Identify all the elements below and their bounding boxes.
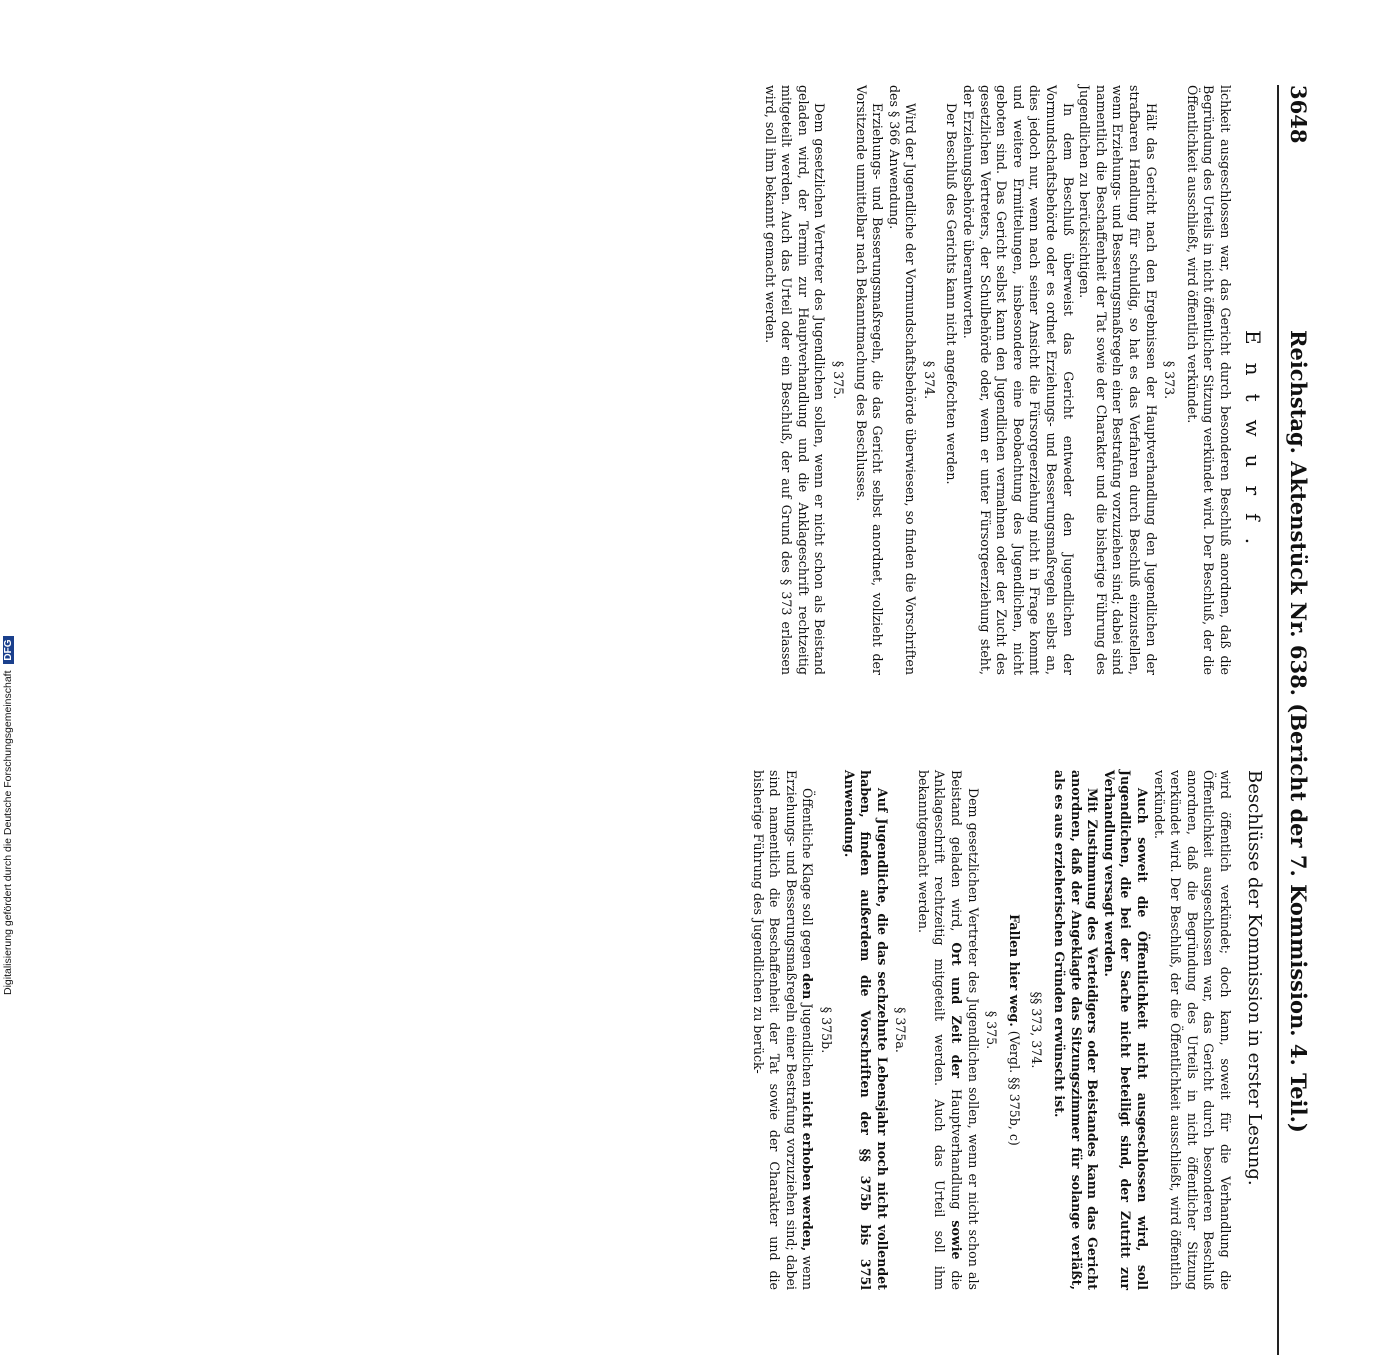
- section-375b-paragraph: [749, 770, 815, 1290]
- s375-text-a: Dem gesetzlichen Vertreter des Jugendlichen sollen, wenn er nicht schon als Beistand geladen wird,: [949, 770, 981, 1290]
- section-374-label: § 374.: [921, 360, 937, 400]
- section-375b-label: § 375b.: [818, 1006, 834, 1054]
- section-374-paragraph-2: Erziehungs- und Besserungsmaßregeln, die das Gericht selbst anordnet, vollzieht der Vorsitzende unmittelbar nach Bekanntmachung des Beschlusses.: [853, 85, 886, 675]
- page-number: 3648: [1286, 85, 1311, 144]
- right-bold-paragraph-2: Mit Zustimmung des Verteidigers oder Beistandes kann das Gericht anordnen, daß der Angeklagte das Sitzungszimmer für solange verläßt, als es aus erzieherischen Gründen erwünscht ist.: [1052, 770, 1101, 1290]
- section-373-paragraph-2: In dem Beschluß überweist das Gericht entweder den Jugendlichen der Vormundschaftsbehörde oder es ordnet Erziehungs- und Besserungsmaßregeln selbst an, dies jedoch nur, wenn nach seiner Ansicht die Fürsorgeerziehung nicht in Frage kommt und weitere Ermittelungen, insbesondere eine Beobachtung des Jugendlichen, nicht geboten sind. Das Gericht selbst kann den Jugendlichen vermahnen oder der Zucht des gesetzlichen Vertreters, der Schulbehörde oder, wenn er unter Fürsorgeerziehung steht, der Erziehungsbehörde überantworten.: [961, 85, 1076, 675]
- s375b-text-a: Öffentliche Klage soll gegen: [800, 788, 816, 970]
- left-intro: lichkeit ausgeschlossen war, das Gericht durch besonderen Beschluß anordnen, daß die Begründung des Urteils in nicht öffentlicher Sitzung verkündet wird. Der Beschluß, der die Öffentlichkeit ausschließt, wird öffentlich verkündet.: [1184, 85, 1233, 675]
- s375b-text-c: wenn Erziehungs- und Besserungsmaßregeln einer Bestrafung vorzuziehen sind; dabei sind namentlich die Beschaffenheit der Tat sowie der Charakter und die bisherige Führung des Jugendlichen zu berück-: [750, 770, 816, 1290]
- section-373-paragraph-1: Hält das Gericht nach den Ergebnissen der Hauptverhandlung den Jugendlichen der strafbaren Handlung für schuldig, so hat es das Verfahren durch Beschluß einzustellen, wenn Erziehungs- und Besserungsmaßregeln einer Bestrafung vorzuziehen sind; dabei sind namentlich die Beschaffenheit der Tat sowie der Charakter und die bisherige Führung des Jugendlichen zu berücksichtigen.: [1077, 85, 1159, 675]
- right-column: [749, 770, 1233, 1290]
- section-375a-label: § 375a.: [893, 1007, 909, 1053]
- left-column-heading: Entwurf.: [1241, 330, 1265, 563]
- s375b-bold-a: den: [800, 973, 816, 1000]
- header-rule: [1277, 85, 1279, 1355]
- section-373-paragraph-3: Der Beschluß des Gerichts kann nicht angefochten werden.: [944, 103, 960, 485]
- fallen-weg-line: [1005, 770, 1022, 1290]
- section-375a-paragraph: Auf Jugendliche, die das sechzehnte Lebensjahr noch nicht vollendet haben, finden außerdem die Vorschriften der §§ 375b bis 375l Anwendung.: [841, 770, 890, 1290]
- page-header: [1277, 85, 1317, 1350]
- footer-attribution: [2, 636, 14, 995]
- right-bold-paragraph-1: Auch soweit die Öffentlichkeit nicht ausgeschlossen wird, soll Jugendlichen, die bei der Sache nicht beteiligt sind, der Zutritt zur Verhandlung versagt werden.: [1101, 770, 1151, 1290]
- right-column-heading: Beschlüsse der Kommission in erster Lesung.: [1244, 770, 1265, 1186]
- s375-bold-a: Ort und Zeit der: [949, 942, 965, 1079]
- right-section-375-label: § 375.: [984, 1010, 1000, 1050]
- footer-text: Digitalisierung gefördert durch die Deutsche Forschungsgemeinschaft: [2, 670, 14, 995]
- s375-text-b: Hauptverhandlung: [949, 1089, 965, 1210]
- right-intro: wird öffentlich verkündet; doch kann, soweit für die Verhandlung die Öffentlichkeit ausgeschlossen war, das Gericht durch besonderen Beschluß anordnen, daß die Begründung des Urteils in nicht öffentlicher Sitzung verkündet wird. Der Beschluß, der die Öffentlichkeit ausschließt, wird öffentlich verkündet.: [1151, 770, 1233, 1290]
- s375-text-c: die Anklageschrift rechtzeitig mitgeteilt werden. Auch das Urteil soll ihm bekanntgemacht werden.: [915, 770, 965, 1290]
- left-column: [761, 85, 1233, 675]
- s375b-text-b: Jugendlichen: [800, 1003, 816, 1088]
- section-375-label: § 375.: [830, 360, 846, 400]
- s375-bold-b: sowie: [949, 1220, 965, 1260]
- sections-373-374-label: §§ 373, 374.: [1029, 991, 1045, 1069]
- section-373-label: § 373.: [1162, 360, 1178, 400]
- section-375-paragraph: Dem gesetzlichen Vertreter des Jugendlichen sollen, wenn er nicht schon als Beistand geladen wird, der Termin zur Hauptverhandlung und die Anklageschrift rechtzeitig mitgeteilt werden. Auch das Urteil oder ein Beschluß, der auf Grund des § 373 erlassen wird, soll ihm bekannt gemacht werden.: [762, 85, 828, 675]
- fallen-weg-text: Fallen hier weg.: [1006, 914, 1022, 1027]
- s375b-bold-b: nicht erhoben werden,: [800, 1091, 816, 1252]
- page-title: Reichstag. Aktenstück Nr. 638. (Bericht der 7. Kommission. 4. Teil.): [1286, 330, 1311, 1133]
- fallen-weg-reference: (Vergl. §§ 375b, c): [1006, 1030, 1022, 1146]
- right-section-375-paragraph: [914, 770, 980, 1290]
- dfg-logo: DFG: [3, 636, 14, 663]
- section-374-paragraph-1: Wird der Jugendliche der Vormundschaftsbehörde überwiesen, so finden die Vorschriften des § 366 Anwendung.: [886, 85, 919, 675]
